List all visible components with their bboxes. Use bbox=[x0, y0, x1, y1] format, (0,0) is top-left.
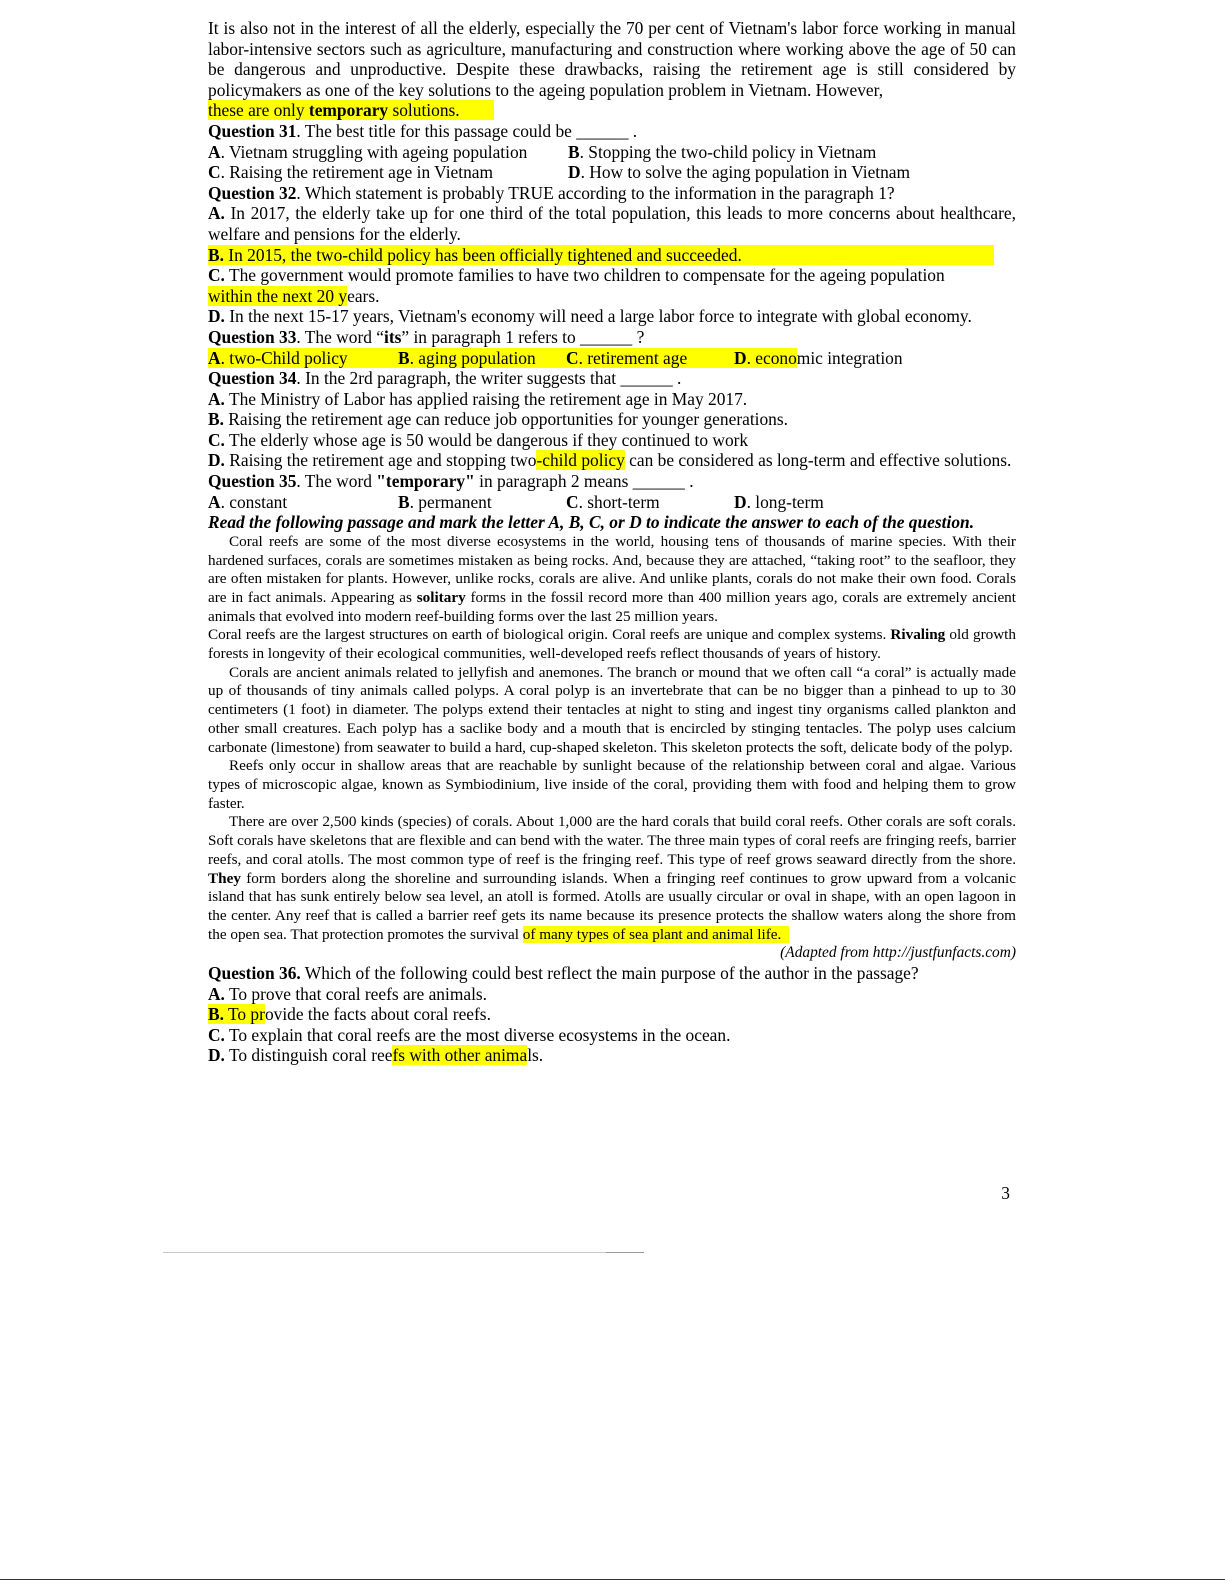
passage-paragraph-2: Coral reefs are the largest structures on earth of biological origin. Coral reefs are unique and complex systems. Rivaling old growth forests in longevity of their ecological communities, well-developed reefs reflect thousands of years of history. bbox=[208, 626, 1017, 663]
q33-option-b[interactable]: B. aging population bbox=[398, 347, 536, 368]
q36-option-d[interactable]: D. To distinguish coral reefs with other animals. bbox=[208, 1045, 544, 1066]
highlight: B. To pr bbox=[208, 1004, 265, 1025]
highlight: A. two-Child policy B. aging population C. retirement age D. econo bbox=[208, 347, 797, 368]
q31-options-row-1 bbox=[208, 142, 1016, 163]
q32-option-a[interactable]: A. In 2017, the elderly take up for one third of the total population, this leads to more concerns about healthcare, welfare and pensions for the elderly. bbox=[208, 203, 1016, 244]
question-35: Question 35. The word "temporary" in paragraph 2 means ______ . bbox=[208, 471, 694, 492]
q36-option-a[interactable]: A. To prove that coral reefs are animals. bbox=[208, 983, 488, 1004]
q31-options-row-2 bbox=[208, 162, 1016, 183]
question-36-block bbox=[208, 963, 1016, 1066]
question-32: Question 32. Which statement is probably TRUE according to the information in the paragraph 1? bbox=[208, 182, 895, 203]
highlight: these are only temporary solutions. bbox=[208, 100, 494, 120]
highlight: B. In 2015, the two-child policy has been officially tightened and succeeded. bbox=[208, 245, 994, 266]
passage-paragraph-1: Coral reefs are some of the most diverse ecosystems in the world, housing tens of thousands of marine species. With their hardened surfaces, corals are sometimes mistaken as being rocks. And, because they are attached, “taking root” to the seafloor, they are often mistaken for plants. However, unlike rocks, corals are alive. And unlike plants, corals do not make their own food. Corals are in fact animals. Appearing as solitary forms in the fossil record more than 400 million years ago, corals are extremely ancient animals that evolved into modern reef-building forms over the last 25 million years. bbox=[208, 532, 1016, 625]
highlight: within the next 20 y bbox=[208, 285, 348, 306]
q35-options-row bbox=[208, 492, 1016, 513]
footer-divider bbox=[163, 1252, 643, 1253]
q34-option-d[interactable]: D. Raising the retirement age and stopping two-child policy can be considered as long-term and effective solutions. bbox=[208, 450, 1012, 471]
footer-divider-end bbox=[606, 1252, 644, 1253]
q35-option-b[interactable]: B. permanent bbox=[398, 491, 492, 512]
highlight: -child policy bbox=[536, 450, 625, 471]
q35-option-d[interactable]: D. long-term bbox=[734, 491, 824, 512]
q34-option-b[interactable]: B. Raising the retirement age can reduce job opportunities for younger generations. bbox=[208, 409, 788, 430]
q34-option-c[interactable]: C. The elderly whose age is 50 would be dangerous if they continued to work bbox=[208, 429, 749, 450]
page-content bbox=[208, 18, 1016, 1066]
passage-source: (Adapted from http://justfunfacts.com) bbox=[780, 944, 1016, 962]
q34-option-a[interactable]: A. The Ministry of Labor has applied raising the retirement age in May 2017. bbox=[208, 388, 748, 409]
section-instruction: Read the following passage and mark the letter A, B, C, or D to indicate the answer to each of the question. bbox=[208, 512, 975, 533]
reading-passage bbox=[208, 533, 1016, 944]
question-31: Question 31. The best title for this passage could be ______ . bbox=[208, 120, 638, 141]
question-34: Question 34. In the 2rd paragraph, the writer suggests that ______ . bbox=[208, 368, 682, 389]
q35-option-c[interactable]: C. short-term bbox=[566, 491, 660, 512]
q32-option-c[interactable]: C. The government would promote families to have two children to compensate for the ageing population within the next 20 years. bbox=[208, 265, 945, 306]
q33-option-d-letter[interactable]: D bbox=[734, 347, 747, 368]
highlight: of many types of sea plant and animal life. bbox=[523, 926, 789, 943]
q31-option-b[interactable]: B. Stopping the two-child policy in Vietnam bbox=[568, 141, 877, 162]
passage-paragraph-3: Corals are ancient animals related to jellyfish and anemones. The branch or mound that we often call “a coral” is actually made up of thousands of tiny animals called polyps. A coral polyp is an invertebrate that can be no bigger than a pinhead to up to 30 centimeters (1 foot) in diameter. The polyps extend their tentacles at night to sting and ingest tiny organisms called plankton and other small creatures. Each polyp has a saclike body and a mouth that is encircled by stinging tentacles. The polyp uses calcium carbonate (limestone) from seawater to build a hard, cup-shaped skeleton. This skeleton protects the soft, delicate body of the polyp. bbox=[208, 663, 1016, 756]
passage-paragraph-5: There are over 2,500 kinds (species) of corals. About 1,000 are the hard corals that build coral reefs. Other corals are soft corals. Soft corals have skeletons that are flexible and can bend with the water. The three main types of coral reefs are fringing reefs, barrier reefs, and coral atolls. The most common type of reef is the fringing reef. This type of reef grows seaward directly from the shore. They form borders along the shoreline and surrounding islands. When a fringing reef continues to grow upward from a volcanic island that has sunk entirely below sea level, an atoll is formed. Atolls are usually circular or oval in shape, with an open lagoon in the center. Any reef that is called a barrier reef gets its name because its presence protects the shallow waters along the shore from the open sea. That protection promotes the survival of many types of sea plant and animal life. bbox=[208, 813, 1016, 943]
q33-option-c[interactable]: C. retirement age bbox=[566, 347, 688, 368]
q32-option-d[interactable]: D. In the next 15-17 years, Vietnam's economy will need a large labor force to integrate with global economy. bbox=[208, 306, 972, 327]
page-bottom-edge bbox=[0, 1579, 1225, 1580]
q33-options-row bbox=[208, 348, 1016, 369]
q31-option-a[interactable]: A. Vietnam struggling with ageing population bbox=[208, 141, 528, 162]
question-33: Question 33. The word “its” in paragraph 1 refers to ______ ? bbox=[208, 326, 645, 347]
highlight: fs with other anima bbox=[392, 1045, 528, 1066]
q33-option-a[interactable]: A. two-Child policy bbox=[208, 347, 348, 368]
q36-option-c[interactable]: C. To explain that coral reefs are the most diverse ecosystems in the ocean. bbox=[208, 1024, 731, 1045]
question-36: Question 36. Which of the following could best reflect the main purpose of the author in the passage? bbox=[208, 962, 919, 983]
q31-option-d[interactable]: D. How to solve the aging population in Vietnam bbox=[568, 162, 911, 183]
q35-option-a[interactable]: A. constant bbox=[208, 491, 288, 512]
passage-paragraph-4: Reefs only occur in shallow areas that are reachable by sunlight because of the relationship between coral and algae. Various types of microscopic algae, known as Symbiodinium, live inside of the coral, providing them with food and helping them to grow faster. bbox=[208, 757, 1016, 812]
q31-option-c[interactable]: C. Raising the retirement age in Vietnam bbox=[208, 162, 494, 183]
intro-paragraph: It is also not in the interest of all the elderly, especially the 70 per cent of Vietnam's labor force working in manual labor-intensive sectors such as agriculture, manufacturing and construction where working above the age of 50 can be dangerous and unproductive. Despite these drawbacks, raising the retirement age is still considered by policymakers as one of the key solutions to the ageing population problem in Vietnam. However, these are only temporary solutions. bbox=[208, 18, 1016, 121]
q36-option-b[interactable]: B. To provide the facts about coral reefs. bbox=[208, 1004, 491, 1025]
page-number: 3 bbox=[1001, 1183, 1010, 1203]
q33-option-d[interactable]: mic integration bbox=[796, 347, 903, 368]
q32-option-b[interactable] bbox=[208, 245, 1016, 266]
